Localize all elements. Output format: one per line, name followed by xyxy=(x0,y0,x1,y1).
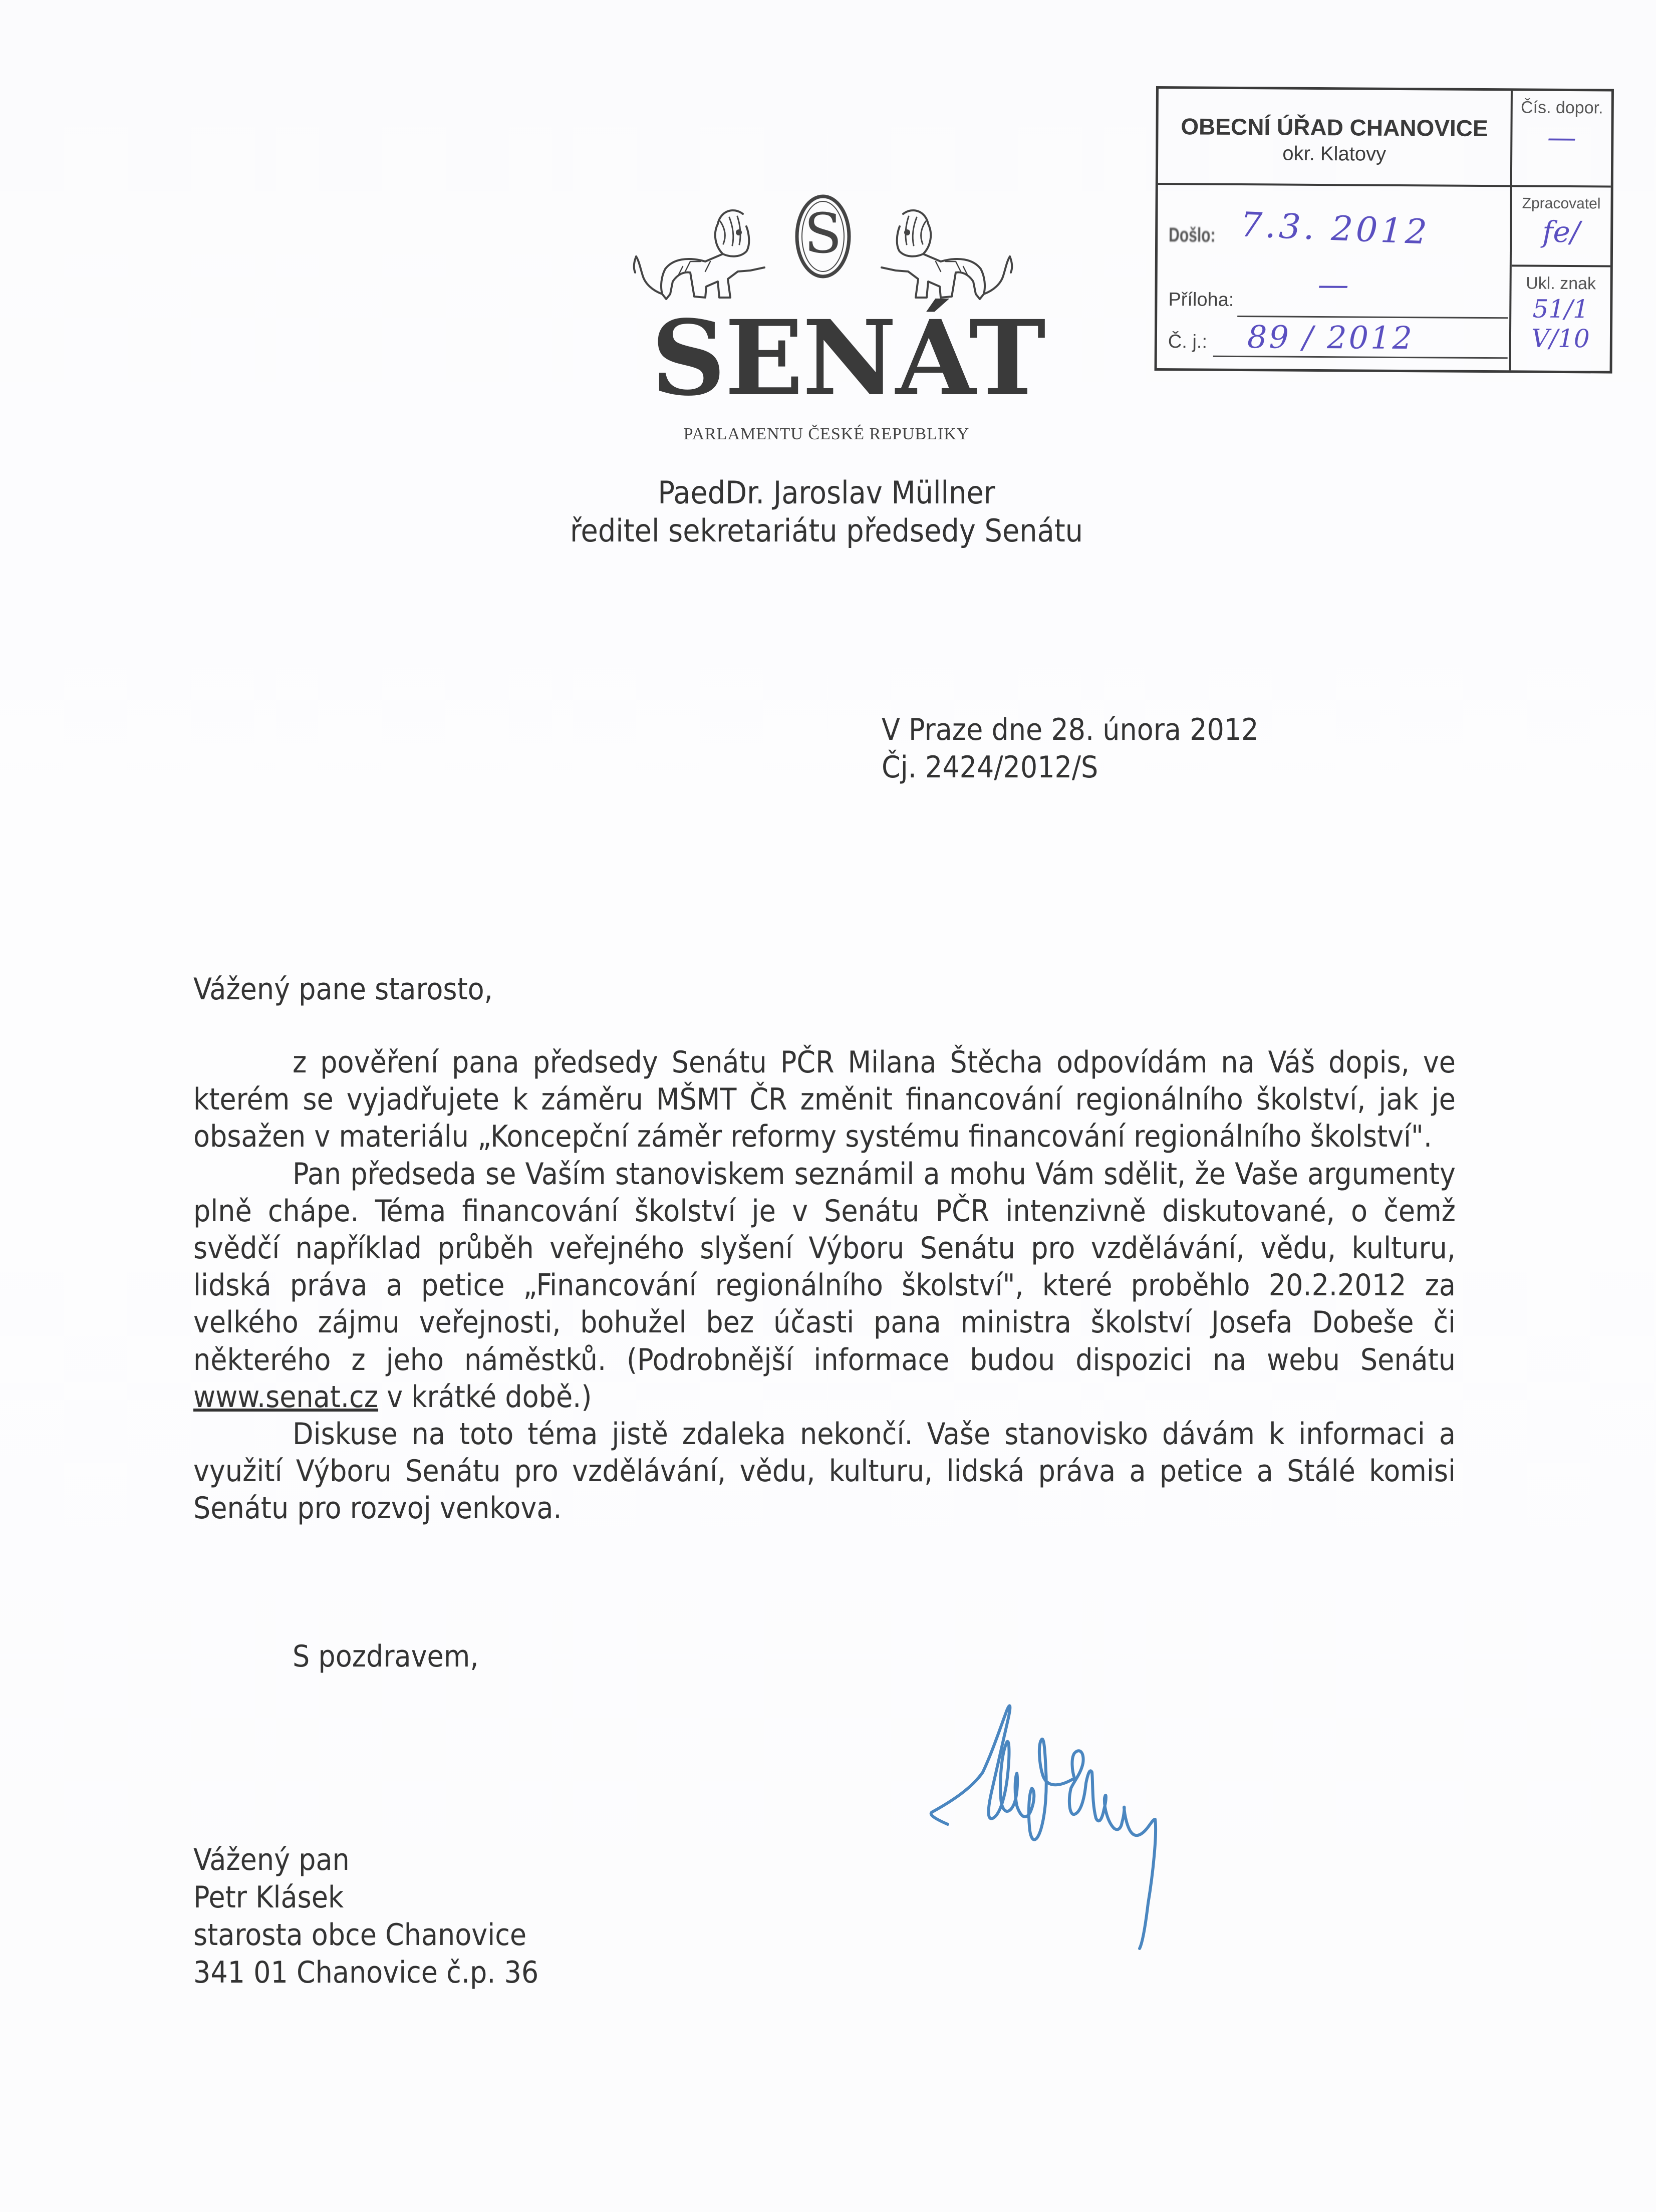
stamp-received-date: 7.3. 2012 xyxy=(1239,205,1431,252)
stamp-processor-label: Zpracovatel xyxy=(1522,195,1601,212)
stamp-ref-label: Č. j.: xyxy=(1168,331,1208,353)
left-lion-icon xyxy=(634,210,764,299)
handwritten-signature xyxy=(912,1683,1262,1994)
stamp-office-district: okr. Klatovy xyxy=(1282,142,1387,165)
senate-title: SENÁT xyxy=(651,298,1045,419)
recipient-street-address: 341 01 Chanovice č.p. 36 xyxy=(193,1955,539,1990)
paragraph-2-text: Pan předseda se Vaším stanoviskem seznámil a mohu Vám sdělit, že Vaše argumenty plně chápe. Téma financování školství je v Senátu PČR intenzivně diskutované, o čemž svědčí například průběh veřejného slyšení Výboru Senátu pro vzdělávání, vědu, kulturu, lidská práva a petice „Financování regionálního školství", které proběhlo 20.2.2012 za velkého zájmu veřejnosti, bohužel bez účasti pana ministra školství Josefa Dobeše či některého z jeho náměstků. (Podrobnější informace budou dispozici na webu Senátu xyxy=(193,1156,1456,1377)
senate-lions-emblem xyxy=(630,186,1016,307)
stamp-processor-initials: fe/ xyxy=(1542,214,1580,249)
paragraph-2-text-end: v krátké době.) xyxy=(378,1379,592,1415)
salutation: Vážený pane starosto, xyxy=(193,972,493,1007)
sender-position: ředitel sekretariátu předsedy Senátu xyxy=(570,512,1083,549)
registry-stamp xyxy=(1155,86,1614,374)
stamp-registered-no-label: Čís. dopor. xyxy=(1520,98,1603,118)
stamp-attachment-line xyxy=(1237,316,1508,319)
stamp-side-column xyxy=(1511,91,1611,371)
stamp-main-column xyxy=(1157,89,1513,370)
stamp-filing-code-value-2: V/10 xyxy=(1531,324,1590,354)
recipient-title: starosta obce Chanovice xyxy=(193,1917,527,1953)
date-reference-block xyxy=(882,711,1259,786)
stamp-received-label: Došlo: xyxy=(1169,224,1216,246)
stamp-attachment-label: Příloha: xyxy=(1168,289,1234,311)
stamp-office-name: OBECNÍ ÚŘAD CHANOVICE xyxy=(1181,113,1488,142)
recipient-name: Petr Klásek xyxy=(193,1880,344,1915)
stamp-processor-cell xyxy=(1512,187,1611,267)
sender-name: PaedDr. Jaroslav Müllner xyxy=(658,474,995,511)
stamp-filing-code-cell xyxy=(1511,266,1610,368)
place-and-date: V Praze dne 28. února 2012 xyxy=(882,712,1259,747)
letter-body xyxy=(193,1044,1456,1527)
paragraph-2 xyxy=(193,1156,1456,1416)
seal-letter: S xyxy=(804,201,842,265)
stamp-filing-code-value-1: 51/1 xyxy=(1532,294,1589,324)
reference-number: Čj. 2424/2012/S xyxy=(882,750,1098,785)
paragraph-3: Diskuse na toto téma jistě zdaleka nekončí. Vaše stanovisko dávám k informaci a využití Výboru Senátu pro vzdělávání, vědu, kulturu, lidská práva a petice a Stálé komisi Senátu pro rozvoj venkova. xyxy=(193,1417,1456,1526)
sender-block xyxy=(451,474,1202,550)
stamp-ref-value: 89 / 2012 xyxy=(1247,319,1415,357)
recipient-address xyxy=(193,1841,538,1992)
senate-subtitle: PARLAMENTU ČESKÉ REPUBLIKY xyxy=(683,425,970,443)
paragraph-1: z pověření pana předsedy Senátu PČR Milana Štěcha odpovídám na Váš dopis, ve kterém se vyjadřujete k záměru MŠMT ČR změnit financování regionálního školství, jak je obsažen v materiálu „Koncepční záměr reformy systému financování regionálního školství". xyxy=(193,1045,1456,1155)
right-lion-icon xyxy=(882,210,1012,299)
stamp-registered-no-cell xyxy=(1512,91,1611,187)
stamp-registered-no-value: — xyxy=(1547,120,1577,155)
stamp-office-cell xyxy=(1158,89,1511,187)
stamp-attachment-value: — xyxy=(1317,265,1349,303)
stamp-filing-code-label: Ukl. znak xyxy=(1526,273,1596,294)
recipient-salutation: Vážený pan xyxy=(193,1842,350,1877)
stamp-ref-line xyxy=(1213,356,1508,359)
senate-website-link[interactable]: www.senat.cz xyxy=(193,1379,379,1415)
closing-greeting: S pozdravem, xyxy=(293,1639,479,1674)
